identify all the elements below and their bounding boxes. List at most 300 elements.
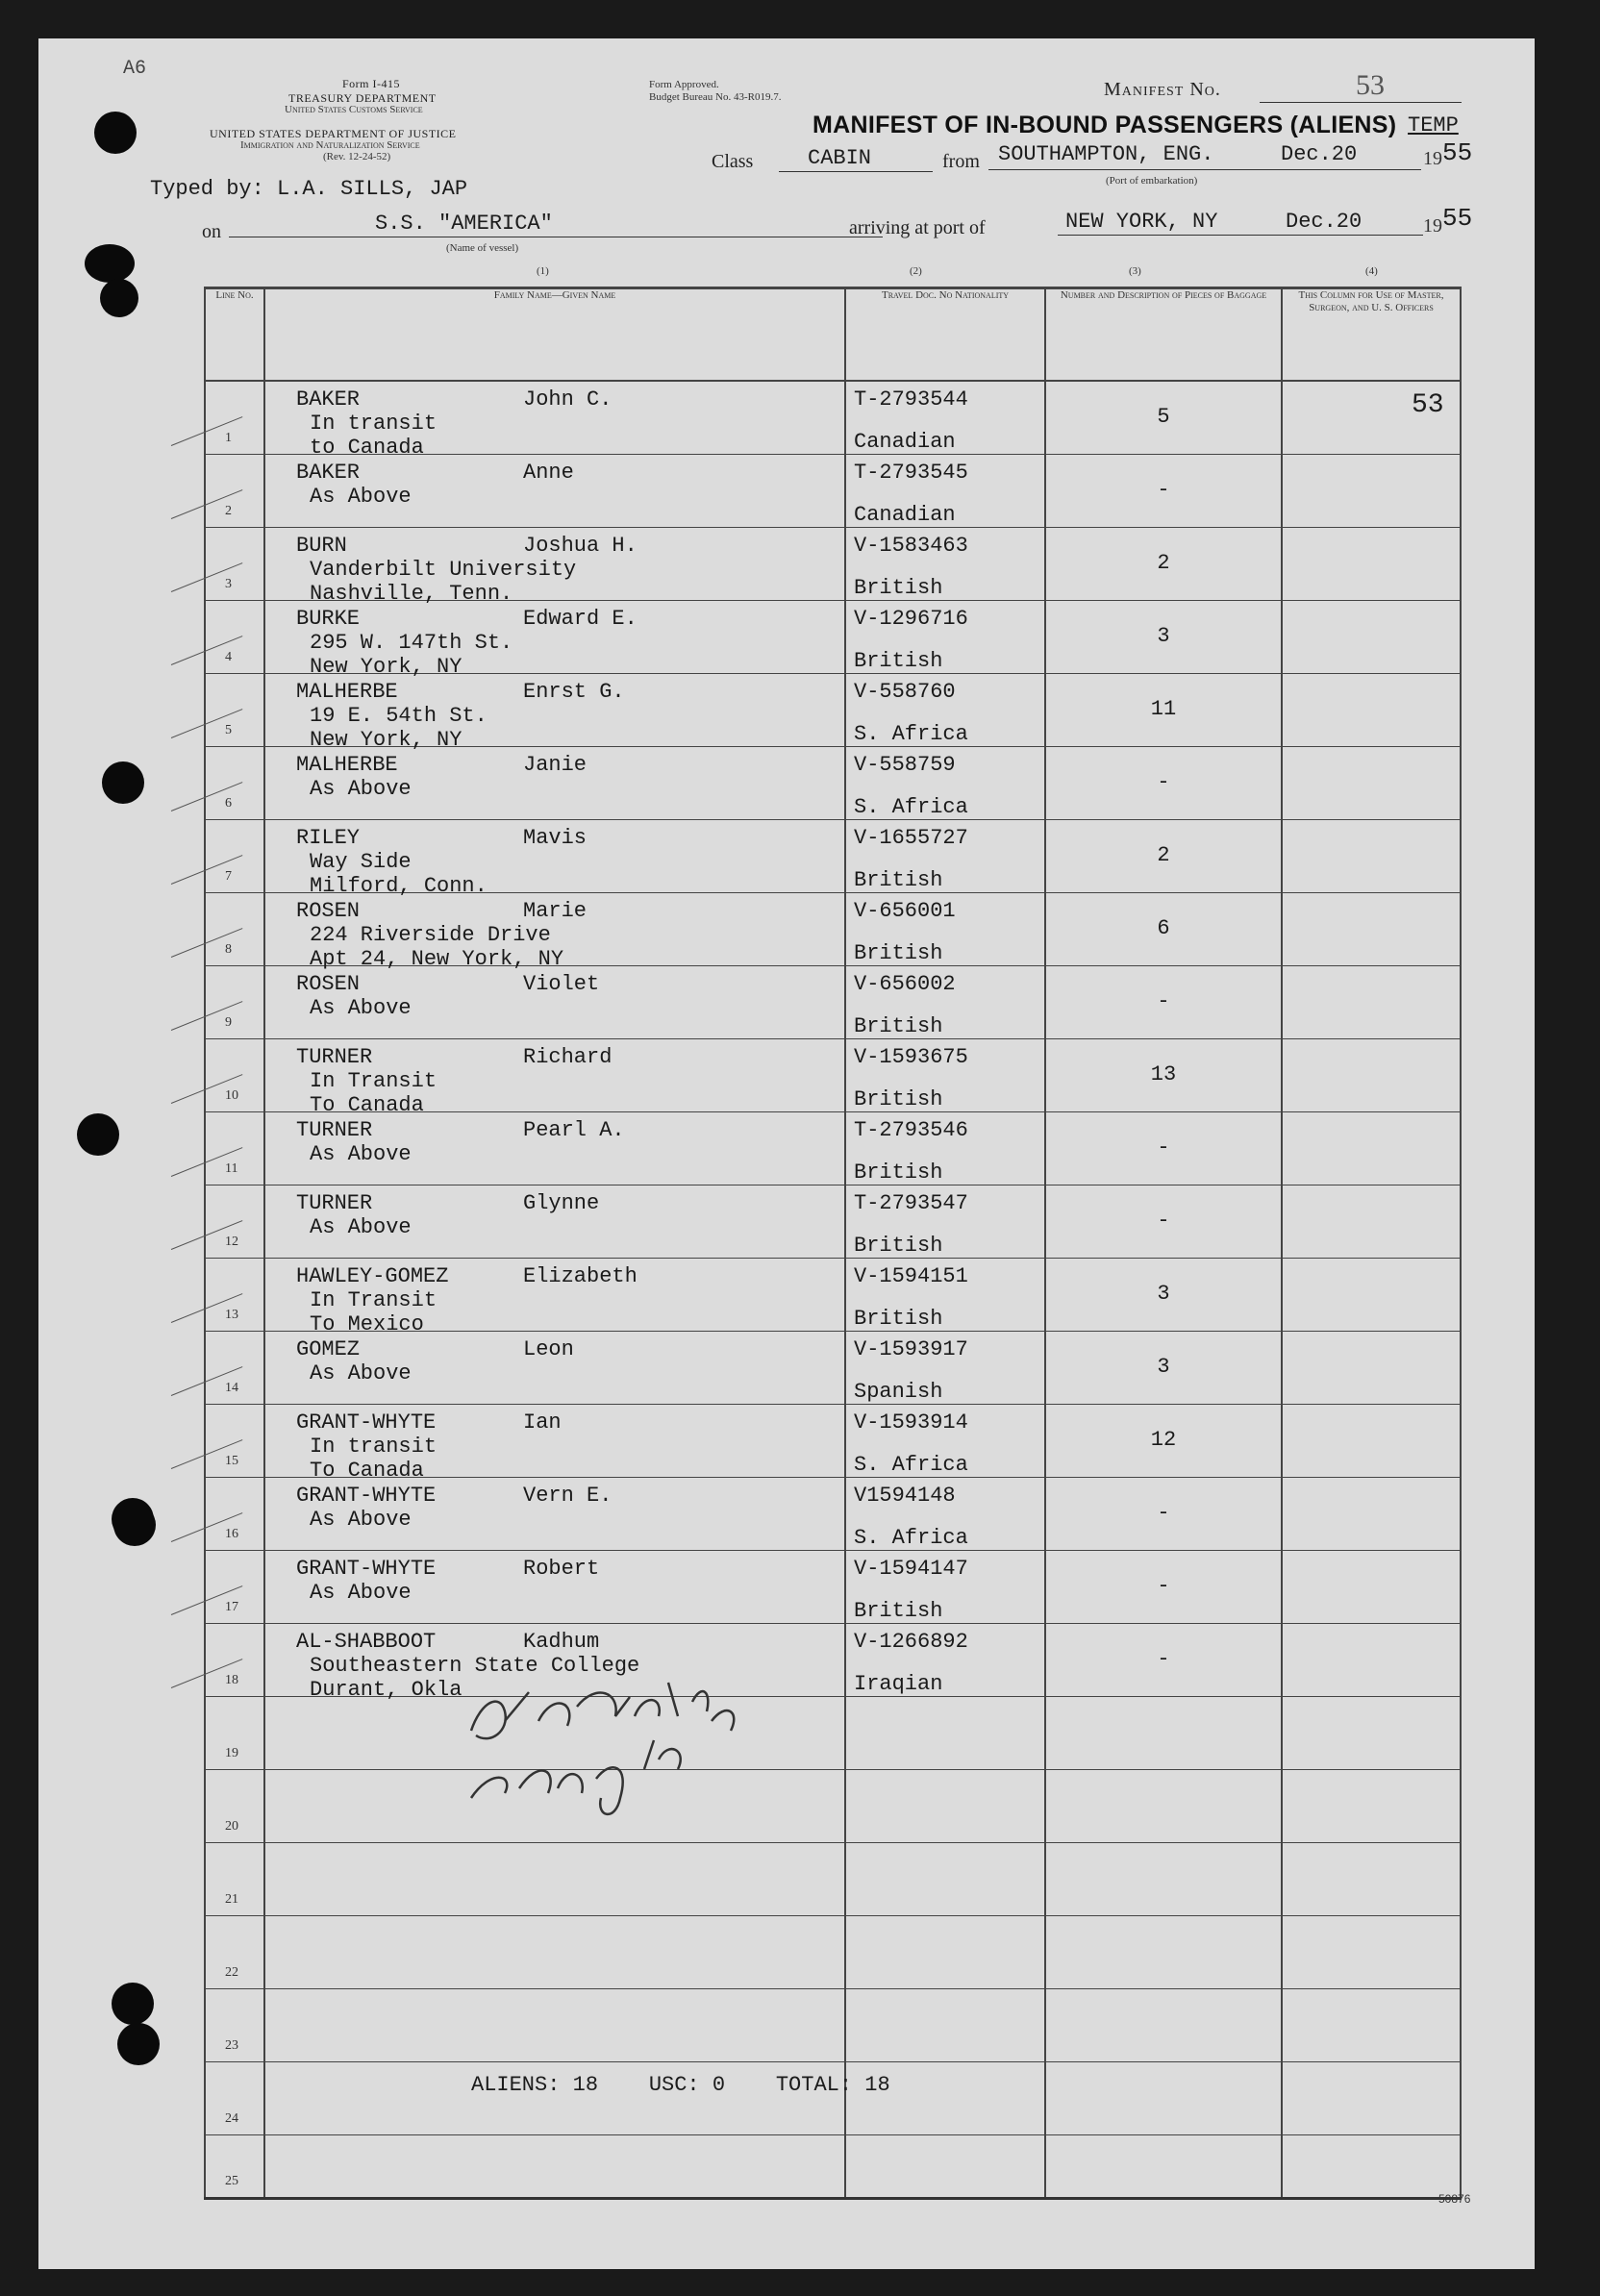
line-number: 7 (225, 869, 232, 884)
table-row (205, 1332, 1461, 1405)
baggage-cell (1045, 1112, 1282, 1185)
address-note: As Above (310, 485, 412, 509)
manifest-page (38, 38, 1535, 2269)
check-mark (171, 562, 243, 592)
line-number: 15 (225, 1454, 238, 1468)
travel-doc-number: T-2793547 (854, 1191, 968, 1215)
doc-cell (845, 1478, 1045, 1551)
line-number: 3 (225, 577, 232, 591)
nationality: Iraqian (854, 1672, 943, 1696)
name-cell (264, 455, 845, 528)
given-name: John C. (523, 387, 612, 412)
table-row (205, 820, 1461, 893)
travel-doc-number: V-1594151 (854, 1264, 968, 1288)
travel-doc-number: V-1594147 (854, 1557, 968, 1581)
col-num-2: (2) (910, 265, 922, 277)
footer-code: 50876 (1438, 2192, 1471, 2206)
col-num-1: (1) (537, 265, 549, 277)
family-name: MALHERBE (296, 753, 398, 777)
name-cell (264, 1405, 845, 1483)
officer-cell (1282, 1478, 1461, 1551)
line-number: 1 (225, 431, 232, 445)
travel-doc-number: V-1593917 (854, 1337, 968, 1361)
baggage-cell (1045, 1697, 1282, 1770)
address-note: As Above (310, 1581, 412, 1605)
baggage-count: - (1157, 1136, 1170, 1160)
port-embark-caption: (Port of embarkation) (1106, 175, 1198, 187)
year-value: 55 (1442, 138, 1473, 167)
travel-doc-number: T-2793546 (854, 1118, 968, 1142)
line-cell (205, 1916, 264, 1989)
on-label: on (202, 221, 221, 242)
baggage-count: 3 (1157, 624, 1170, 648)
check-mark (171, 855, 243, 885)
from-label: from (942, 151, 980, 172)
baggage-cell (1045, 1770, 1282, 1843)
line-cell (205, 1770, 264, 1843)
doc-cell (845, 1843, 1045, 1916)
given-name: Elizabeth (523, 1264, 638, 1288)
officer-cell (1282, 528, 1461, 601)
officer-cell (1282, 1259, 1461, 1332)
line-cell (205, 820, 264, 893)
given-name: Glynne (523, 1191, 600, 1215)
line-cell (205, 381, 264, 455)
baggage-cell (1045, 1624, 1282, 1697)
address-note: In Transit To Canada (310, 1069, 438, 1117)
baggage-cell (1045, 820, 1282, 893)
line-number: 19 (225, 1746, 238, 1760)
doc-cell (845, 820, 1045, 893)
baggage-cell (1045, 1916, 1282, 1989)
officer-cell (1282, 1989, 1461, 2062)
name-cell (264, 1112, 845, 1185)
baggage-count: - (1157, 1501, 1170, 1525)
line-cell (205, 674, 264, 747)
line-number: 16 (225, 1527, 238, 1541)
doc-cell (845, 381, 1045, 455)
check-mark (171, 782, 243, 811)
table-row (205, 381, 1461, 455)
name-cell (264, 1332, 845, 1405)
baggage-cell (1045, 2135, 1282, 2199)
table-row (205, 528, 1461, 601)
table-row (205, 1039, 1461, 1112)
port-of-embarkation: SOUTHAMPTON, ENG. (998, 142, 1214, 166)
nationality: S. Africa (854, 722, 968, 746)
family-name: RILEY (296, 826, 361, 850)
line-number: 5 (225, 723, 232, 737)
manifest-number: 53 (1356, 69, 1385, 101)
officer-cell (1282, 674, 1461, 747)
baggage-count: 2 (1157, 843, 1170, 867)
travel-doc-number: V-1296716 (854, 607, 968, 631)
line-number: 4 (225, 650, 232, 664)
travel-doc-number: T-2793545 (854, 461, 968, 485)
travel-doc-number: V-656002 (854, 972, 956, 996)
line-number: 18 (225, 1673, 238, 1687)
officer-cell (1282, 601, 1461, 674)
name-cell (264, 1989, 845, 2062)
nationality: Canadian (854, 430, 956, 454)
table-row (205, 966, 1461, 1039)
family-name: HAWLEY-GOMEZ (296, 1264, 449, 1288)
baggage-cell (1045, 528, 1282, 601)
line-cell (205, 966, 264, 1039)
line-number: 20 (225, 1819, 238, 1834)
baggage-count: 12 (1150, 1428, 1177, 1452)
line-number: 24 (225, 2111, 238, 2126)
doc-cell (845, 455, 1045, 528)
name-cell (264, 1843, 845, 1916)
given-name: Enrst G. (523, 680, 625, 704)
baggage-count: 2 (1157, 551, 1170, 575)
address-note: Southeastern State College Durant, Okla (310, 1654, 640, 1702)
arrival-port: NEW YORK, NY (1065, 210, 1218, 234)
arrival-year-prefix: 19 (1423, 215, 1442, 237)
line-number: 9 (225, 1015, 232, 1030)
check-mark (171, 489, 243, 519)
handwritten-signature (462, 1663, 962, 1836)
punch-hole (94, 112, 137, 154)
manifest-title: MANIFEST OF IN-BOUND PASSENGERS (ALIENS) (812, 112, 1397, 138)
officer-cell (1282, 1039, 1461, 1112)
baggage-cell (1045, 747, 1282, 820)
travel-doc-number: T-2793544 (854, 387, 968, 412)
officer-cell (1282, 1332, 1461, 1405)
given-name: Edward E. (523, 607, 638, 631)
address-note: In transit to Canada (310, 412, 438, 460)
doc-cell (845, 1039, 1045, 1112)
punch-hole (85, 244, 135, 283)
name-cell (264, 893, 845, 971)
officer-cell (1282, 1185, 1461, 1259)
doc-cell (845, 1989, 1045, 2062)
line-cell (205, 601, 264, 674)
totals-line: ALIENS: 18 USC: 0 TOTAL: 18 (471, 2073, 890, 2097)
name-cell (264, 747, 845, 820)
name-cell (264, 1478, 845, 1551)
family-name: MALHERBE (296, 680, 398, 704)
table-row (205, 1989, 1461, 2062)
given-name: Violet (523, 972, 600, 996)
family-name: ROSEN (296, 899, 361, 923)
baggage-count: 3 (1157, 1282, 1170, 1306)
form-approved: Form Approved. (649, 79, 719, 90)
manifest-no-label: Manifest No. (1104, 79, 1221, 100)
line-cell (205, 1039, 264, 1112)
line-cell (205, 1624, 264, 1697)
class-value: CABIN (808, 146, 872, 170)
officer-cell (1282, 1770, 1461, 1843)
line-number: 11 (225, 1161, 238, 1176)
line-cell (205, 528, 264, 601)
baggage-count: 13 (1150, 1062, 1177, 1086)
family-name: BURKE (296, 607, 361, 631)
line-cell (205, 1843, 264, 1916)
address-note: Way Side Milford, Conn. (310, 850, 488, 898)
baggage-cell (1045, 966, 1282, 1039)
col-num-4: (4) (1365, 265, 1378, 277)
travel-doc-number: V1594148 (854, 1484, 956, 1508)
nationality: British (854, 1234, 943, 1258)
baggage-count: 5 (1157, 405, 1170, 429)
table-row (205, 1185, 1461, 1259)
address-note: 295 W. 147th St. New York, NY (310, 631, 513, 679)
given-name: Pearl A. (523, 1118, 625, 1142)
doc-cell (845, 1551, 1045, 1624)
baggage-count: - (1157, 989, 1170, 1013)
table-row (205, 601, 1461, 674)
line-number: 25 (225, 2174, 238, 2188)
family-name: BURN (296, 534, 347, 558)
baggage-count: - (1157, 770, 1170, 794)
baggage-cell (1045, 1478, 1282, 1551)
family-name: ROSEN (296, 972, 361, 996)
family-name: GRANT-WHYTE (296, 1484, 437, 1508)
nationality: British (854, 649, 943, 673)
officer-cell (1282, 747, 1461, 820)
name-cell (264, 674, 845, 752)
arriving-label: arriving at port of (849, 217, 986, 238)
travel-doc-number: V-1593914 (854, 1410, 968, 1435)
doc-cell (845, 601, 1045, 674)
officer-cell (1282, 966, 1461, 1039)
baggage-cell (1045, 601, 1282, 674)
line-number: 22 (225, 1965, 238, 1980)
line-number: 12 (225, 1235, 238, 1249)
line-cell (205, 1551, 264, 1624)
given-name: Marie (523, 899, 588, 923)
travel-doc-number: V-558760 (854, 680, 956, 704)
header-name: Family Name—Given Name (264, 288, 845, 382)
nationality: S. Africa (854, 1453, 968, 1477)
address-note: As Above (310, 996, 412, 1020)
budget-bureau: Budget Bureau No. 43-R019.7. (649, 91, 782, 103)
name-cell (264, 601, 845, 679)
class-label: Class (712, 151, 754, 172)
line-number: 6 (225, 796, 232, 811)
form-number: Form I-415 (342, 77, 400, 90)
justice-dept: UNITED STATES DEPARTMENT OF JUSTICE (210, 127, 457, 140)
table-row (205, 2135, 1461, 2199)
given-name: Joshua H. (523, 534, 638, 558)
punch-hole (100, 279, 138, 317)
line-cell (205, 1332, 264, 1405)
header-doc: Travel Doc. No Nationality (845, 288, 1045, 382)
given-name: Leon (523, 1337, 574, 1361)
officer-cell (1282, 2135, 1461, 2199)
officer-note: 53 (1412, 390, 1444, 420)
treasury-dept: TREASURY DEPARTMENT (288, 91, 437, 105)
punch-hole (102, 761, 144, 804)
baggage-count: 11 (1150, 697, 1177, 721)
nationality: British (854, 868, 943, 892)
officer-cell (1282, 1916, 1461, 1989)
travel-doc-number: V-558759 (854, 753, 956, 777)
check-mark (171, 1001, 243, 1031)
officer-cell (1282, 1112, 1461, 1185)
table-header (205, 288, 1461, 382)
given-name: Anne (523, 461, 574, 485)
officer-cell (1282, 455, 1461, 528)
arrival-year-value: 55 (1442, 204, 1473, 233)
line-number: 13 (225, 1308, 238, 1322)
baggage-count: - (1157, 1209, 1170, 1233)
baggage-cell (1045, 455, 1282, 528)
col-num-3: (3) (1129, 265, 1141, 277)
baggage-count: - (1157, 1574, 1170, 1598)
ins-service: Immigration and Naturalization Service (240, 139, 420, 151)
line-number: 14 (225, 1381, 238, 1395)
family-name: BAKER (296, 387, 361, 412)
year-prefix: 19 (1423, 148, 1442, 169)
line-number: 17 (225, 1600, 238, 1614)
nationality: British (854, 1307, 943, 1331)
family-name: GRANT-WHYTE (296, 1557, 437, 1581)
doc-cell (845, 674, 1045, 747)
line-cell (205, 1259, 264, 1332)
travel-doc-number: V-1593675 (854, 1045, 968, 1069)
header-baggage: Number and Description of Pieces of Baggage (1045, 288, 1282, 382)
table-row (205, 674, 1461, 747)
officer-cell (1282, 2062, 1461, 2135)
name-cell (264, 1916, 845, 1989)
doc-cell (845, 528, 1045, 601)
officer-cell (1282, 1843, 1461, 1916)
address-note: As Above (310, 1361, 412, 1385)
doc-cell (845, 1405, 1045, 1478)
revision-date: (Rev. 12-24-52) (323, 151, 391, 162)
line-cell (205, 893, 264, 966)
officer-cell (1282, 1624, 1461, 1697)
nationality: British (854, 1160, 943, 1185)
corner-mark: A6 (123, 58, 147, 80)
baggage-cell (1045, 381, 1282, 455)
vessel-caption: (Name of vessel) (446, 242, 519, 254)
given-name: Mavis (523, 826, 588, 850)
name-cell (264, 2135, 845, 2199)
baggage-cell (1045, 1039, 1282, 1112)
nationality: Spanish (854, 1380, 943, 1404)
baggage-count: - (1157, 1647, 1170, 1671)
line-cell (205, 1989, 264, 2062)
line-cell (205, 455, 264, 528)
table-row (205, 455, 1461, 528)
name-cell (264, 1551, 845, 1624)
line-number: 2 (225, 504, 232, 518)
departure-date: Dec.20 (1281, 142, 1358, 166)
officer-cell (1282, 820, 1461, 893)
baggage-count: 3 (1157, 1355, 1170, 1379)
address-note: As Above (310, 1215, 412, 1239)
family-name: BAKER (296, 461, 361, 485)
baggage-count: 6 (1157, 916, 1170, 940)
officer-cell (1282, 1697, 1461, 1770)
family-name: TURNER (296, 1045, 373, 1069)
baggage-cell (1045, 1989, 1282, 2062)
officer-cell (1282, 1405, 1461, 1478)
name-cell (264, 1039, 845, 1117)
line-cell (205, 2135, 264, 2199)
baggage-cell (1045, 893, 1282, 966)
nationality: British (854, 941, 943, 965)
line-cell (205, 747, 264, 820)
nationality: British (854, 576, 943, 600)
table-row (205, 1916, 1461, 1989)
address-note: As Above (310, 777, 412, 801)
name-cell (264, 1185, 845, 1259)
typed-by: Typed by: L.A. SILLS, JAP (150, 177, 468, 201)
baggage-cell (1045, 1843, 1282, 1916)
given-name: Ian (523, 1410, 562, 1435)
header-line-no: Line No. (205, 288, 264, 382)
name-cell (264, 381, 845, 460)
baggage-cell (1045, 1405, 1282, 1478)
travel-doc-number: V-1583463 (854, 534, 968, 558)
punch-hole (112, 1983, 154, 2025)
line-cell (205, 1185, 264, 1259)
table-row (205, 747, 1461, 820)
table-row (205, 1551, 1461, 1624)
baggage-cell (1045, 1185, 1282, 1259)
line-number: 21 (225, 1892, 238, 1907)
family-name: TURNER (296, 1118, 373, 1142)
nationality: S. Africa (854, 1526, 968, 1550)
address-note: 19 E. 54th St. New York, NY (310, 704, 488, 752)
vessel-name: S.S. "AMERICA" (375, 212, 553, 236)
line-cell (205, 1405, 264, 1478)
given-name: Robert (523, 1557, 600, 1581)
address-note: Vanderbilt University Nashville, Tenn. (310, 558, 577, 606)
family-name: GOMEZ (296, 1337, 361, 1361)
nationality: British (854, 1014, 943, 1038)
line-cell (205, 1478, 264, 1551)
address-note: As Above (310, 1508, 412, 1532)
address-note: As Above (310, 1142, 412, 1166)
name-cell (264, 1259, 845, 1336)
table-row (205, 1478, 1461, 1551)
name-cell (264, 820, 845, 898)
nationality: Canadian (854, 503, 956, 527)
nationality: British (854, 1599, 943, 1623)
line-cell (205, 1112, 264, 1185)
arrival-date: Dec.20 (1286, 210, 1362, 234)
officer-cell (1282, 893, 1461, 966)
baggage-cell (1045, 1332, 1282, 1405)
given-name: Kadhum (523, 1630, 600, 1654)
line-number: 23 (225, 2038, 238, 2053)
line-number: 10 (225, 1088, 238, 1103)
doc-cell (845, 1185, 1045, 1259)
address-note: 224 Riverside Drive Apt 24, New York, NY (310, 923, 564, 971)
check-mark (171, 636, 243, 665)
table-row (205, 893, 1461, 966)
check-mark (171, 709, 243, 738)
given-name: Vern E. (523, 1484, 612, 1508)
family-name: GRANT-WHYTE (296, 1410, 437, 1435)
travel-doc-number: V-1655727 (854, 826, 968, 850)
punch-hole (77, 1113, 119, 1156)
passenger-table (204, 287, 1462, 2200)
baggage-cell (1045, 674, 1282, 747)
customs-service: United States Customs Service (285, 104, 423, 115)
line-cell (205, 2062, 264, 2135)
given-name: Janie (523, 753, 588, 777)
line-cell (205, 1697, 264, 1770)
check-mark (171, 416, 243, 446)
punch-hole (117, 2023, 160, 2065)
